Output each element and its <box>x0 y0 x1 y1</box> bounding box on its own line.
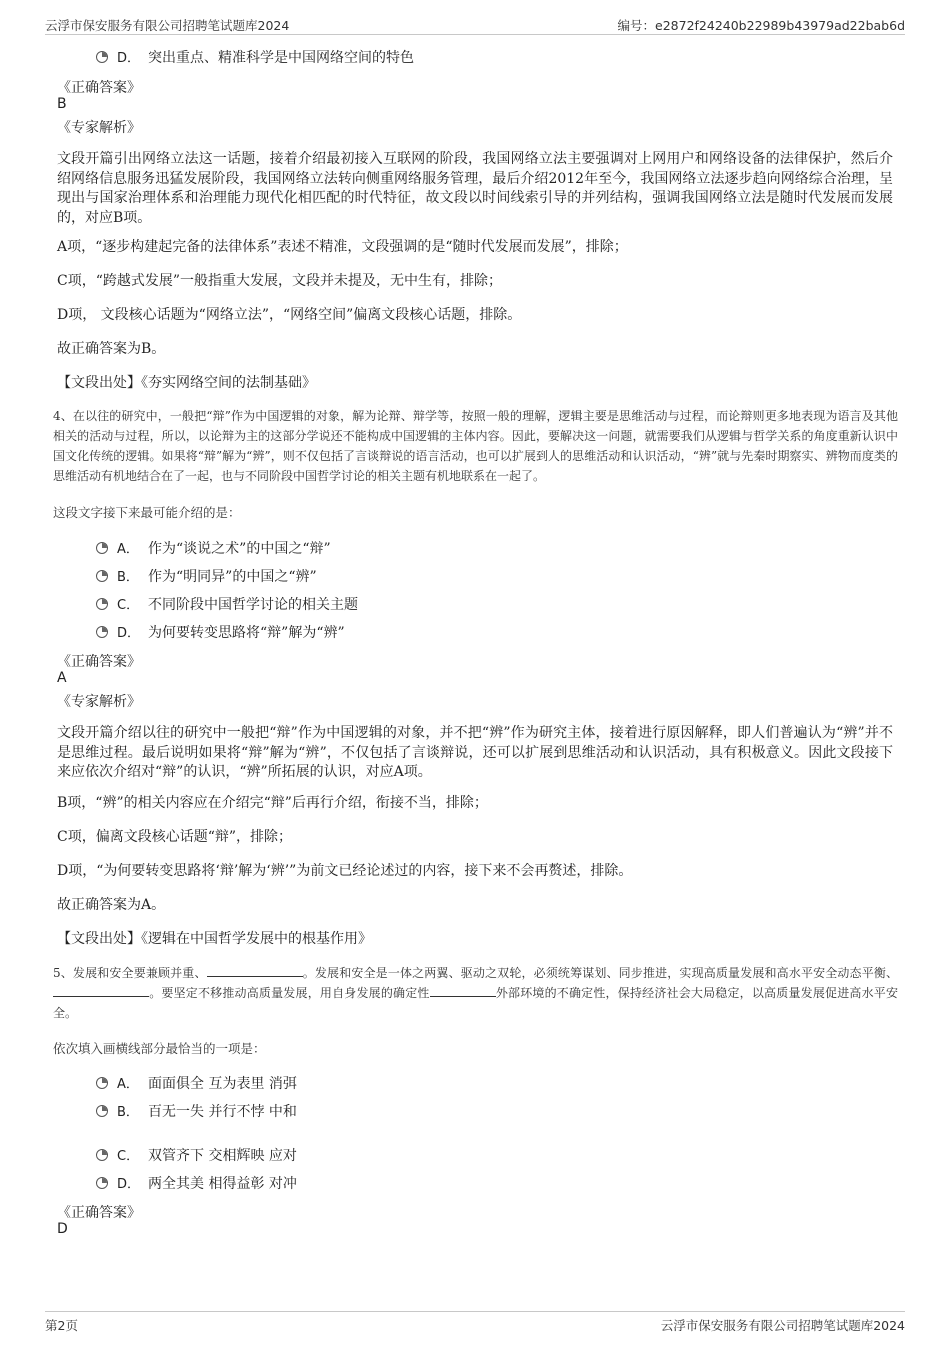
option-text: 作为“谈说之术”的中国之“辩” <box>148 541 331 557</box>
footer-title: 云浮市保安服务有限公司招聘笔试题库2024 <box>660 1318 905 1333</box>
radio-icon[interactable] <box>96 626 108 638</box>
q5-stem-part2: 。发展和安全是一体之两翼、驱动之双轮，必须统筹谋划、同步推进，实现高质量发展和高水平安全动态平衡、 <box>302 966 898 980</box>
radio-icon[interactable] <box>96 1149 108 1161</box>
q4-answer-label: 《正确答案》 <box>57 654 141 670</box>
header-title: 云浮市保安服务有限公司招聘笔试题库2024 <box>45 18 290 33</box>
radio-icon[interactable] <box>96 1077 108 1089</box>
q4-conclusion: 故正确答案为A。 <box>57 897 166 913</box>
option-text: 两全其美 相得益彰 对冲 <box>148 1176 297 1192</box>
q5-answer: D <box>57 1221 68 1237</box>
option-text: 作为“明同异”的中国之“辨” <box>148 569 317 585</box>
option-text: 双管齐下 交相辉映 应对 <box>148 1148 297 1164</box>
q3-answer-label: 《正确答案》 <box>57 80 141 96</box>
q3-conclusion: 故正确答案为B。 <box>57 341 166 357</box>
header-serial: 编号：e2872f24240b22989b43979ad22bab6d <box>617 18 905 33</box>
q3-reason-c: C项，“跨越式发展”一般指重大发展，文段并未提及，无中生有，排除； <box>57 273 503 289</box>
q4-prompt: 这段文字接下来最可能介绍的是： <box>53 505 241 520</box>
radio-icon[interactable] <box>96 570 108 582</box>
q5-blank-2[interactable] <box>53 984 149 997</box>
q3-reason-a: A项，“逐步构建起完备的法律体系”表述不精准，文段强调的是“随时代发展而发展”，排除； <box>57 239 628 255</box>
q4-reason-b: B项，“辨”的相关内容应在介绍完“辩”后再行介绍，衔接不当，排除； <box>57 795 488 811</box>
q4-analysis-label: 《专家解析》 <box>57 694 141 710</box>
q4-reason-c: C项，偏离文段核心话题“辩”，排除； <box>57 829 293 845</box>
q5-answer-label: 《正确答案》 <box>57 1205 141 1221</box>
q4-source: 【文段出处】《逻辑在中国哲学发展中的根基作用》 <box>57 931 372 947</box>
option-text: 百无一失 并行不悖 中和 <box>148 1104 297 1120</box>
q3-reason-d: D项， 文段核心话题为“网络立法”，“网络空间”偏离文段核心话题，排除。 <box>57 307 522 323</box>
option-key: C． <box>117 1149 140 1164</box>
option-key: A． <box>117 1077 139 1092</box>
page-header <box>45 14 905 35</box>
option-text: 面面俱全 互为表里 消弭 <box>148 1076 297 1092</box>
q5-stem-part4: 外部环境的不确定性，保持经济社会大局稳定，以高质量发展促进高水平安全。 <box>53 986 898 1020</box>
q4-stem: 4、在以往的研究中，一般把“辩”作为中国逻辑的对象，解为论辩、辩学等，按照一般的理解，逻辑主要是思维活动与过程，而论辩则更多地表现为语言及其他相关的活动与过程，所以，以论辩为主的这部分学说还不能构成中国逻辑的主体内容。因此，要解决这一问题，就需要我们从逻辑与哲学关系的角度重新认识中国文化传统的逻辑。如果将“辩”解为“辨”，则不仅包括了言谈辩说的语言活动，也可以扩展到人的思维活动和认识活动，“辨”就与先秦时期察实、辨物而度类的思维活动有机地结合在了一起，也与不同阶段中国哲学讨论的相关主题有机地联系在一起了。 <box>53 409 898 483</box>
q5-prompt: 依次填入画横线部分最恰当的一项是： <box>53 1041 266 1056</box>
radio-icon[interactable] <box>96 51 108 63</box>
radio-icon[interactable] <box>96 1105 108 1117</box>
option-key: D． <box>117 51 141 66</box>
q5-stem-part1: 5、发展和安全要兼顾并重、 <box>53 966 207 980</box>
option-key: C． <box>117 598 140 613</box>
q5-blank-3[interactable] <box>430 984 496 997</box>
page-number: 第2页 <box>45 1318 78 1333</box>
option-key: A． <box>117 542 139 557</box>
option-key: D． <box>117 1177 141 1192</box>
q3-analysis: 文段开篇引出网络立法这一话题，接着介绍最初接入互联网的阶段，我国网络立法主要强调对上网用户和网络设备的法律保护，然后介绍网络信息服务迅猛发展阶段，我国网络立法转向侧重网络服务管理，最后介绍2012年至今，我国网络立法逐步趋向网络综合治理，呈现出与国家治理体系和治理能力现代化相匹配的时代特征，故文段以时间线索引导的并列结构，强调我国网络立法是随时代发展而发展的，对应B项。 <box>57 151 893 226</box>
q4-reason-d: D项，“为何要转变思路将‘辩’解为‘辨’”为前文已经论述过的内容，接下来不会再赘述，排除。 <box>57 863 633 879</box>
page-footer <box>45 1311 905 1334</box>
q4-analysis: 文段开篇介绍以往的研究中一般把“辩”作为中国逻辑的对象，并不把“辨”作为研究主体，接着进行原因解释，即人们普遍认为“辨”并不是思维过程。最后说明如果将“辩”解为“辨”，不仅包括了言谈辩说，还可以扩展到思维活动和认识活动，具有积极意义。因此文段接下来应依次介绍对“辩”的认识，“辨”所拓展的认识，对应A项。 <box>57 725 893 780</box>
q4-answer: A <box>57 670 67 686</box>
q5-stem <box>53 963 898 1023</box>
option-text: 不同阶段中国哲学讨论的相关主题 <box>148 597 358 613</box>
option-text: 突出重点、精准科学是中国网络空间的特色 <box>148 50 414 66</box>
q5-stem-part3: 。要坚定不移推动高质量发展，用自身发展的确定性 <box>149 986 430 1000</box>
q3-answer: B <box>57 96 67 112</box>
q3-analysis-label: 《专家解析》 <box>57 120 141 136</box>
option-key: D． <box>117 626 141 641</box>
q5-blank-1[interactable] <box>207 964 303 977</box>
option-text: 为何要转变思路将“辩”解为“辨” <box>148 625 345 641</box>
option-key: B． <box>117 1105 139 1120</box>
q3-source: 【文段出处】《夯实网络空间的法制基础》 <box>57 375 316 391</box>
radio-icon[interactable] <box>96 542 108 554</box>
radio-icon[interactable] <box>96 1177 108 1189</box>
option-key: B． <box>117 570 139 585</box>
radio-icon[interactable] <box>96 598 108 610</box>
